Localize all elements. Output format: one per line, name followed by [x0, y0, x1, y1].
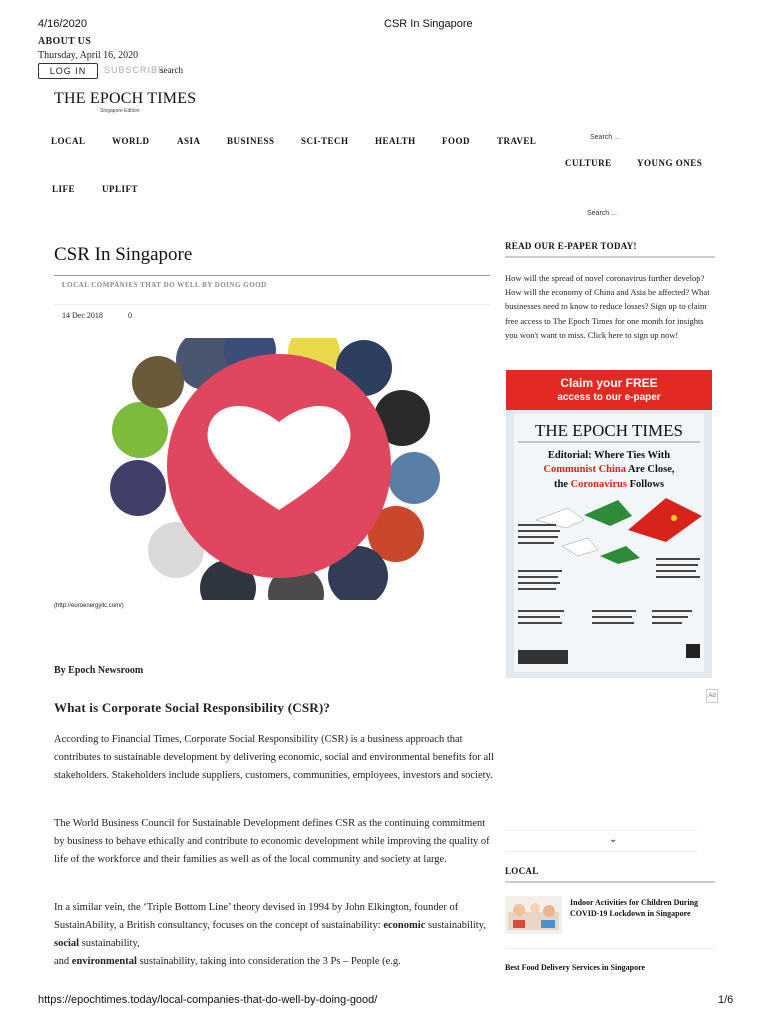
expand-bar[interactable] [505, 830, 697, 852]
local-divider [505, 881, 715, 883]
promo-headline-3 [554, 479, 664, 490]
title-divider [54, 275, 490, 276]
p3-part-c: sustainability, [425, 920, 486, 931]
barcode [518, 650, 568, 664]
nav-world[interactable]: WORLD [112, 136, 150, 146]
p3-part-f: sustainability, taking into consideration the 3 Ps – People (e.g. [136, 956, 401, 967]
nav-health[interactable]: HEALTH [375, 136, 416, 146]
p3-social: social [54, 938, 80, 949]
print-page-number: 1/6 [718, 994, 734, 1006]
epaper-text[interactable]: How will the spread of novel coronavirus further develop? How will the economy of China and Asia be affected? What businesses need to know to reduce losses? Sign up to claim free access to The Epoch Times for one month for insights you won't want to miss. Click here to sign up now! [505, 273, 710, 340]
epaper-promo-image[interactable] [506, 370, 712, 678]
promo-headline-2b: Are Close, [626, 464, 675, 475]
nav-travel[interactable]: TRAVEL [497, 136, 537, 146]
nav-search-input[interactable]: Search ... [590, 134, 620, 141]
login-button[interactable]: LOG IN [38, 63, 98, 79]
about-us-link[interactable]: ABOUT US [38, 36, 92, 47]
nav-uplift[interactable]: UPLIFT [102, 184, 139, 194]
nav-local[interactable]: LOCAL [51, 136, 86, 146]
current-date: Thursday, April 16, 2020 [38, 50, 139, 61]
news-item-2[interactable]: Best Food Delivery Services in Singapore [505, 963, 646, 972]
p3-part-e: and [54, 956, 72, 967]
sidebar-search-input[interactable]: Search ... [587, 210, 617, 217]
promo-headline-1: Editorial: Where Ties With [547, 450, 671, 461]
promo-headline-2a: Communist China [543, 464, 627, 475]
nav-asia[interactable]: ASIA [177, 136, 201, 146]
p3-economic: economic [383, 920, 426, 931]
meta-divider [54, 304, 490, 305]
paragraph-3 [54, 899, 494, 971]
promo-headline-3b: Coronavirus [570, 479, 627, 490]
nav-young-ones[interactable]: YOUNG ONES [637, 158, 703, 168]
comment-count[interactable]: 0 [128, 311, 132, 320]
news-divider [505, 948, 715, 949]
print-date: 4/16/2020 [38, 18, 87, 30]
local-heading[interactable]: LOCAL [505, 866, 539, 876]
news-item-1[interactable]: Indoor Activities for Children During COVID-19 Lockdown in Singapore [570, 898, 699, 918]
promo-headline-2 [543, 464, 674, 475]
nav-food[interactable]: FOOD [442, 136, 470, 146]
nav-culture[interactable]: CULTURE [565, 158, 612, 168]
promo-banner-line1: Claim your FREE [560, 376, 658, 390]
ad-label[interactable]: Ad [706, 689, 718, 703]
promo-masthead: THE EPOCH TIMES [535, 421, 683, 440]
article-title: CSR In Singapore [54, 244, 193, 265]
epaper-divider [505, 256, 715, 258]
promo-headline-3c: Follows [626, 479, 665, 490]
promo-headline-3a: the [553, 479, 571, 490]
subscribe-link[interactable]: SUBSCRIBE [104, 65, 166, 75]
epaper-heading: READ OUR E-PAPER TODAY! [505, 241, 637, 251]
hero-image [96, 338, 462, 600]
p3-part-d: sustainability, [79, 938, 140, 949]
promo-banner-line2: access to our e-paper [557, 392, 661, 403]
paragraph-2: The World Business Council for Sustainable Development defines CSR as the continuing commitment by business to behave ethically and contribute to economic development while improving the quality of life of the workforce and their families as well as of the local community and society at large. [54, 818, 490, 865]
nav-life[interactable]: LIFE [52, 184, 76, 194]
article-date: 14 Dec 2018 [62, 311, 103, 320]
news-thumbnail[interactable] [505, 896, 562, 934]
byline: By Epoch Newsroom [54, 665, 144, 676]
section-heading: What is Corporate Social Responsibility (CSR)? [54, 700, 331, 715]
nav-sci-tech[interactable]: SCI-TECH [301, 136, 349, 146]
article-subheading: LOCAL COMPANIES THAT DO WELL BY DOING GOOD [62, 281, 267, 289]
nav-business[interactable]: BUSINESS [227, 136, 275, 146]
print-title: CSR In Singapore [384, 18, 473, 30]
search-link[interactable]: search [160, 65, 183, 75]
paragraph-1: According to Financial Times, Corporate Social Responsibility (CSR) is a business approach that contributes to sustainable development by delivering economic, social and environmental benefits for all stakeholders. Stakeholders include suppliers, customers, communities, employees, investors and society. [54, 734, 494, 781]
image-caption[interactable]: (http://euroenergyllc.com/) [54, 603, 124, 609]
print-url: https://epochtimes.today/local-companies-that-do-well-by-doing-good/ [38, 994, 378, 1006]
p3-part-a: In a similar vein, the ‘Triple Bottom Line’ theory devised in 1994 by John Elkington, founder of SustainAbility, a British consultancy, focuses on the concept of sustainability: [54, 902, 459, 931]
p3-environmental: environmental [71, 956, 137, 967]
site-logo[interactable]: THE EPOCH TIMES [54, 90, 197, 107]
chevron-down-icon[interactable]: ⌄ [609, 834, 618, 845]
qr-code [686, 644, 700, 658]
edition-label: Singapore Edition [100, 108, 140, 114]
